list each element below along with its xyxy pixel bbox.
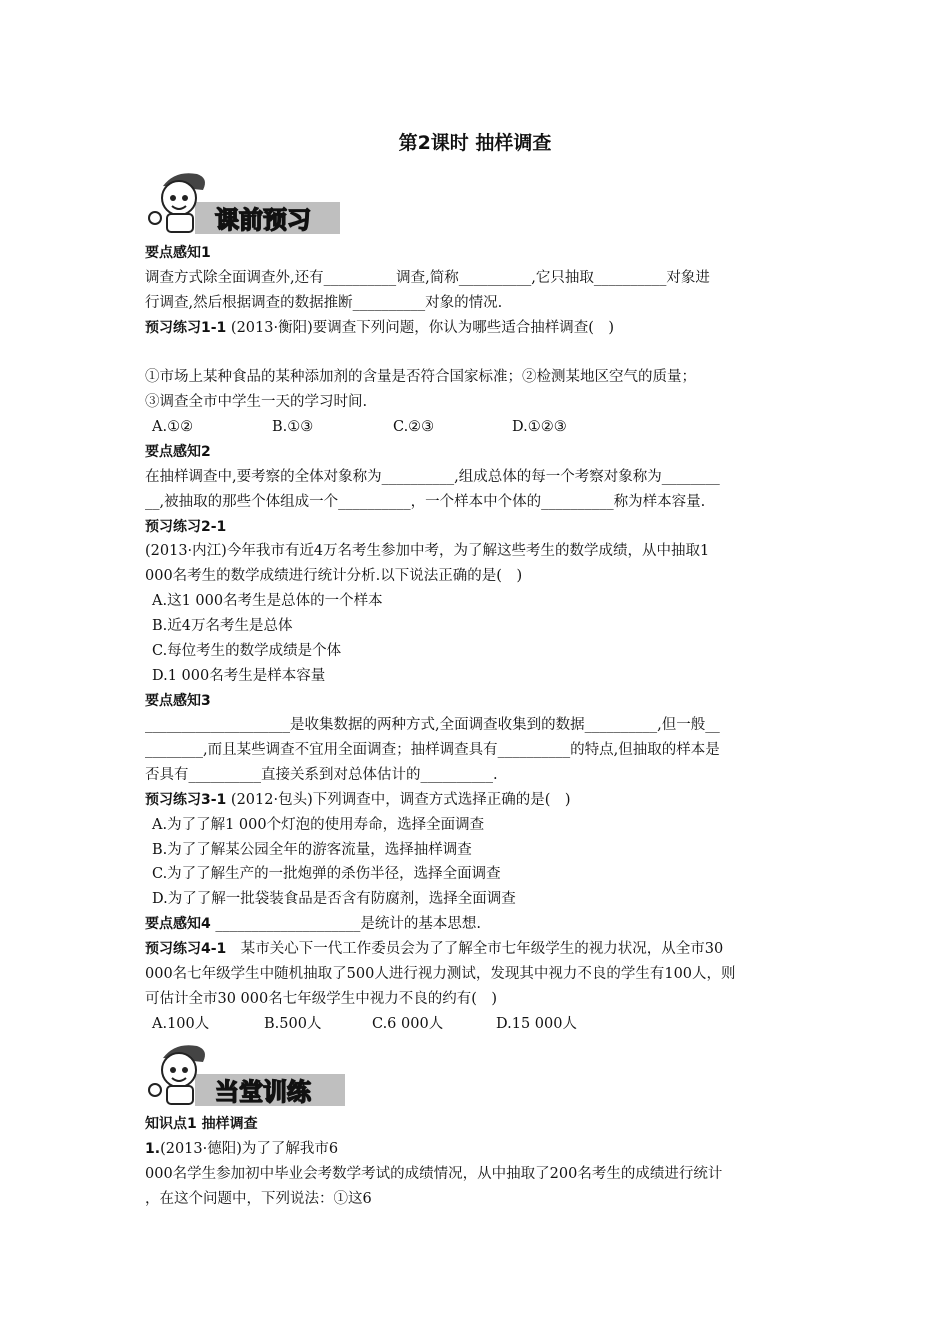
banner-practice — [145, 1040, 345, 1110]
question-text: (2013·德阳)为了了解我市6 — [160, 1141, 339, 1157]
key-point-4 — [145, 914, 481, 934]
exercise-text: (2012·包头)下列调查中，调查方式选择正确的是( ) — [226, 792, 571, 808]
text-line: (2013·内江)今年我市有近4万名考生参加中考，为了解这些考生的数学成绩，从中抽取1 — [145, 543, 710, 559]
option-a: A.这1 000名考生是总体的一个样本 — [152, 593, 383, 609]
knowledge-point-1: 知识点1 抽样调查 — [145, 1116, 258, 1132]
question-number: 1. — [145, 1141, 161, 1157]
option-b: B.近4万名考生是总体 — [152, 618, 293, 634]
option-c: C.为了了解生产的一批炮弹的杀伤半径，选择全面调查 — [152, 866, 501, 882]
key-point-1: 要点感知1 — [145, 245, 211, 261]
option-a: A.①② — [152, 419, 194, 435]
question-1 — [145, 1139, 338, 1159]
exercise-3-1 — [145, 790, 571, 810]
option-c: C.②③ — [393, 419, 435, 435]
option-c: C.每位考生的数学成绩是个体 — [152, 643, 342, 659]
page-title: 第2课时 抽样调查 — [398, 132, 552, 154]
banner-preview — [145, 168, 345, 238]
exercise-2-1: 预习练习2-1 — [145, 519, 227, 535]
banner-practice-text: 当堂训练 — [215, 1078, 311, 1106]
text-line: 可估计全市30 000名七年级学生中视力不良的约有( ) — [145, 991, 498, 1007]
key-point-label: 要点感知4 — [145, 916, 211, 932]
exercise-label: 预习练习3-1 — [145, 792, 227, 808]
option-d: D.①②③ — [512, 419, 567, 435]
text-line: 000名学生参加初中毕业会考数学考试的成绩情况，从中抽取了200名考生的成绩进行统计 — [145, 1166, 723, 1182]
text-line: ________,而且某些调查不宜用全面调查；抽样调查具有__________的特点,但抽取的样本是 — [145, 742, 720, 758]
option-b: B.为了了解某公园全年的游客流量，选择抽样调查 — [152, 842, 472, 858]
text-line: 行调查,然后根据调查的数据推断__________对象的情况. — [145, 295, 503, 311]
text-line: ____________________是收集数据的两种方式,全面调查收集到的数据__________,但一般__ — [145, 717, 720, 733]
option-c: C.6 000人 — [372, 1016, 444, 1032]
option-d: D.为了了解一批袋装食品是否含有防腐剂，选择全面调查 — [152, 891, 516, 907]
banner-preview-text: 课前预习 — [215, 206, 311, 234]
key-point-text: ____________________是统计的基本思想. — [210, 916, 481, 932]
text-line: 调查方式除全面调查外,还有__________调查,简称__________,它只抽取__________对象进 — [145, 270, 710, 286]
text-line: ③调查全市中学生一天的学习时间. — [145, 394, 368, 410]
text-line: 在抽样调查中,要考察的全体对象称为__________,组成总体的每一个考察对象称为________ — [145, 469, 720, 485]
option-b: B.①③ — [272, 419, 314, 435]
text-line: 否具有__________直接关系到对总体估计的__________. — [145, 767, 498, 783]
exercise-1-1 — [145, 318, 614, 338]
option-a: A.为了了解1 000个灯泡的使用寿命，选择全面调查 — [152, 817, 485, 833]
option-d: D.1 000名考生是样本容量 — [152, 668, 326, 684]
text-line: 000名七年级学生中随机抽取了500人进行视力测试，发现其中视力不良的学生有100人，则 — [145, 966, 736, 982]
key-point-2: 要点感知2 — [145, 444, 211, 460]
text-line: __,被抽取的那些个体组成一个__________，一个样本中个体的__________称为样本容量. — [145, 494, 706, 510]
key-point-3: 要点感知3 — [145, 693, 211, 709]
exercise-text: (2013·衡阳)要调查下列问题，你认为哪些适合抽样调查( ) — [226, 320, 615, 336]
exercise-4-1 — [145, 939, 723, 959]
exercise-text: 某市关心下一代工作委员会为了了解全市七年级学生的视力状况，从全市30 — [226, 941, 724, 957]
option-d: D.15 000人 — [496, 1016, 577, 1032]
text-line: 000名考生的数学成绩进行统计分析.以下说法正确的是( ) — [145, 568, 523, 584]
exercise-label: 预习练习4-1 — [145, 941, 227, 957]
option-a: A.100人 — [152, 1016, 210, 1032]
text-line: ①市场上某种食品的某种添加剂的含量是否符合国家标准；②检测某地区空气的质量； — [145, 369, 696, 385]
exercise-label: 预习练习1-1 — [145, 320, 227, 336]
option-b: B.500人 — [264, 1016, 322, 1032]
text-line: ，在这个问题中，下列说法：①这6 — [145, 1191, 372, 1207]
